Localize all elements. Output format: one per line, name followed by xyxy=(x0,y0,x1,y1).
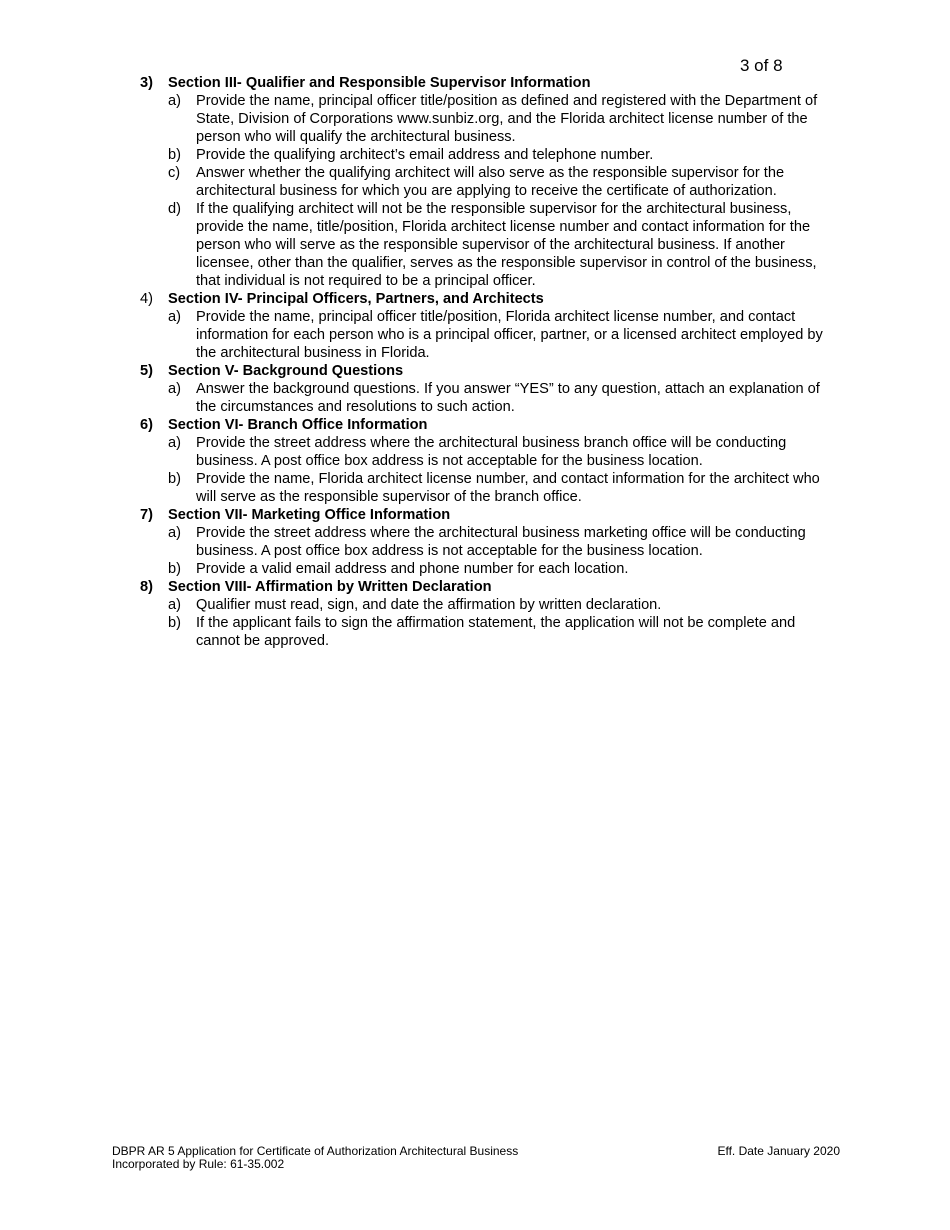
list-item xyxy=(140,434,840,470)
section-7 xyxy=(140,506,840,578)
section-5 xyxy=(140,362,840,416)
list-item xyxy=(140,470,840,506)
section-8 xyxy=(140,578,840,650)
page-footer xyxy=(112,1145,840,1171)
section-title: Section III- Qualifier and Responsible Supervisor Information xyxy=(168,75,591,91)
item-letter: b) xyxy=(168,561,181,577)
item-letter: b) xyxy=(168,615,181,631)
list-item xyxy=(140,524,840,560)
item-text: Provide the street address where the architectural business marketing office will be conducting business. A post office box address is not acceptable for the business location. xyxy=(196,525,806,559)
footer-form-title: DBPR AR 5 Application for Certificate of Authorization Architectural Business xyxy=(112,1144,519,1158)
footer-rule: Incorporated by Rule: 61-35.002 xyxy=(112,1157,285,1171)
section-number: 6) xyxy=(140,417,153,433)
section-4 xyxy=(140,290,840,362)
section-heading xyxy=(140,416,840,434)
section-number: 8) xyxy=(140,579,153,595)
item-letter: a) xyxy=(168,93,181,109)
item-text: Provide the name, principal officer title/position as defined and registered with the Department of State, Division of Corporations www.sunbiz.org, and the Florida architect license number of the person who will qualify the architectural business. xyxy=(196,93,818,145)
item-text: Provide the street address where the architectural business branch office will be conducting business. A post office box address is not acceptable for the business location. xyxy=(196,435,787,469)
item-letter: a) xyxy=(168,525,181,541)
list-item xyxy=(140,146,840,164)
section-heading xyxy=(140,362,840,380)
list-item xyxy=(140,614,840,650)
item-letter: b) xyxy=(168,471,181,487)
item-text: Answer whether the qualifying architect will also serve as the responsible supervisor for the architectural business for which you are applying to receive the certificate of authorization. xyxy=(196,165,785,199)
item-text: Answer the background questions. If you answer “YES” to any question, attach an explanation of the circumstances and resolutions to such action. xyxy=(196,381,820,415)
section-number: 7) xyxy=(140,507,153,523)
item-letter: d) xyxy=(168,201,181,217)
section-heading xyxy=(140,74,840,92)
item-letter: a) xyxy=(168,381,181,397)
item-letter: a) xyxy=(168,597,181,613)
section-heading xyxy=(140,578,840,596)
item-text: Provide the name, principal officer title/position, Florida architect license number, and contact information for each person who is a principal officer, partner, or a licensed architect employed by the architectural business in Florida. xyxy=(196,309,823,361)
section-number: 5) xyxy=(140,363,153,379)
item-text: If the applicant fails to sign the affirmation statement, the application will not be complete and cannot be approved. xyxy=(196,615,796,649)
list-item xyxy=(140,560,840,578)
item-text: Provide the qualifying architect’s email address and telephone number. xyxy=(196,147,654,163)
list-item xyxy=(140,596,840,614)
item-letter: a) xyxy=(168,435,181,451)
section-title: Section IV- Principal Officers, Partners, and Architects xyxy=(168,291,544,307)
section-heading xyxy=(140,290,840,308)
item-letter: c) xyxy=(168,165,181,181)
section-title: Section VIII- Affirmation by Written Declaration xyxy=(168,579,492,595)
section-title: Section VI- Branch Office Information xyxy=(168,417,428,433)
list-item xyxy=(140,380,840,416)
section-title: Section V- Background Questions xyxy=(168,363,404,379)
section-number: 3) xyxy=(140,75,153,91)
section-title: Section VII- Marketing Office Information xyxy=(168,507,451,523)
list-item xyxy=(140,164,840,200)
item-text: Provide the name, Florida architect license number, and contact information for the architect who will serve as the responsible supervisor of the branch office. xyxy=(196,471,820,505)
item-text: If the qualifying architect will not be the responsible supervisor for the architectural business, provide the name, title/position, Florida architect license number and contact information for the person who will serve as the responsible supervisor of the architectural business. If another licensee, other than the qualifier, serves as the responsible supervisor in control of the business, that individual is not required to be a principal officer. xyxy=(196,201,817,289)
list-item xyxy=(140,308,840,362)
footer-effective-date: Eff. Date January 2020 xyxy=(717,1144,840,1158)
section-3 xyxy=(140,74,840,290)
page-number: 3 of 8 xyxy=(740,56,783,75)
section-number: 4) xyxy=(140,291,153,307)
section-6 xyxy=(140,416,840,506)
instructions-content xyxy=(140,74,840,650)
list-item xyxy=(140,92,840,146)
list-item xyxy=(140,200,840,290)
item-text: Provide a valid email address and phone number for each location. xyxy=(196,561,629,577)
item-letter: b) xyxy=(168,147,181,163)
item-letter: a) xyxy=(168,309,181,325)
item-text: Qualifier must read, sign, and date the affirmation by written declaration. xyxy=(196,597,662,613)
section-heading xyxy=(140,506,840,524)
